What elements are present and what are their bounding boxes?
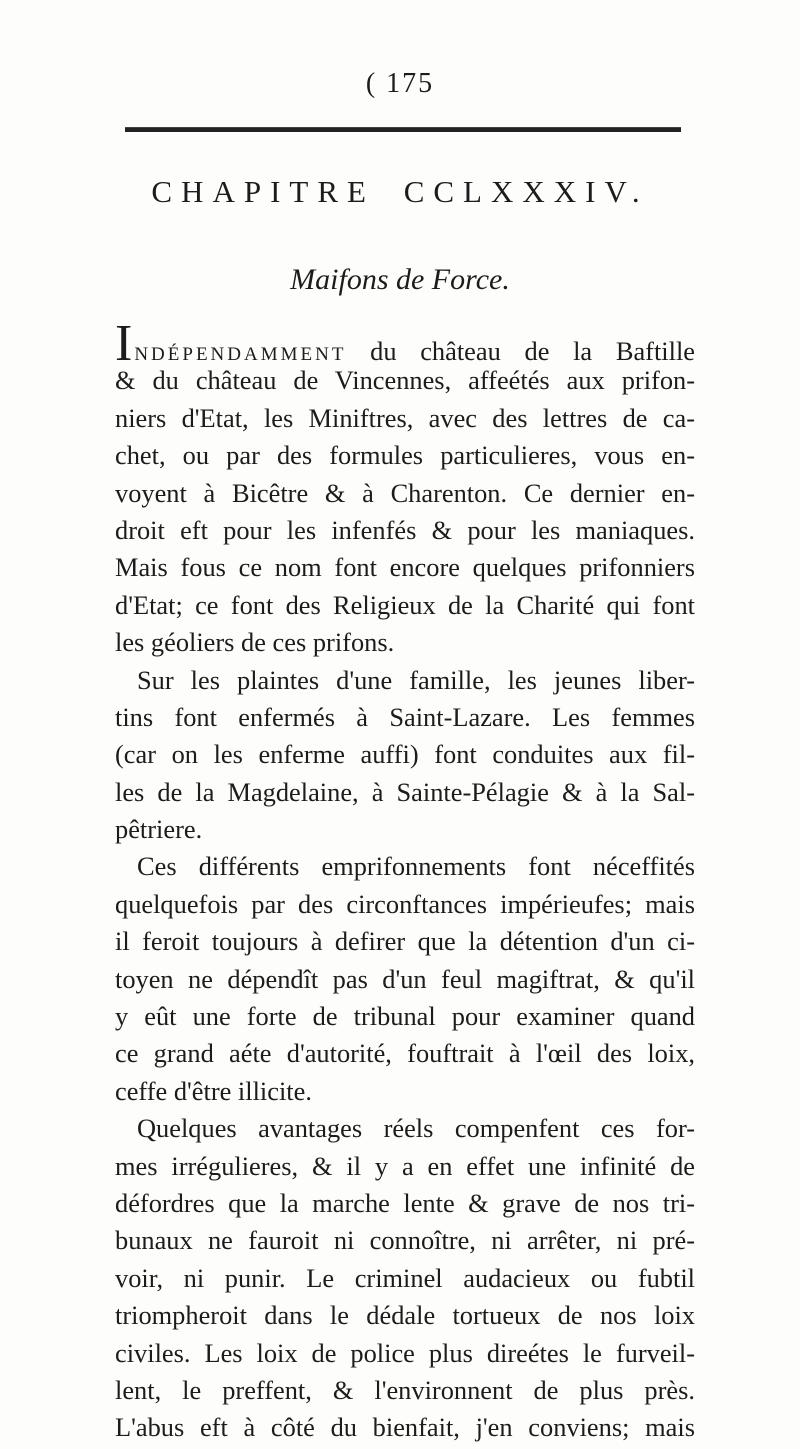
first-word: NDÉPENDAMMENT bbox=[134, 344, 347, 365]
text-line: droit eft pour les infenfés & pour les maniaques. bbox=[115, 514, 695, 545]
header-rule bbox=[125, 127, 681, 132]
text-line: mes irrégulieres, & il y a en effet une infinité de bbox=[115, 1150, 695, 1181]
text-line: tins font enfermés à Saint-Lazare. Les femmes bbox=[115, 701, 695, 732]
text-line: les de la Magdelaine, à Sainte-Pélagie & à la Sal- bbox=[115, 776, 695, 807]
text-line: (car on les enferme auffi) font conduites aux fil- bbox=[115, 739, 695, 770]
page-number: ( 175 bbox=[365, 68, 435, 99]
chapter-heading: CHAPITRE CCLXXXIV. bbox=[151, 174, 649, 209]
drop-cap: I bbox=[115, 315, 133, 372]
text-line: voyent à Bicêtre & à Charenton. Ce dernier en- bbox=[115, 477, 695, 508]
text-line: d'Etat; ce font des Religieux de la Charité qui font bbox=[115, 589, 695, 620]
text-line: les géoliers de ces prifons. bbox=[115, 627, 395, 658]
text-line: ce grand aéte d'autorité, fouftrait à l'œil des loix, bbox=[115, 1038, 695, 1069]
text-line: défordres que la marche lente & grave de nos tri- bbox=[115, 1187, 695, 1218]
text-line: niers d'Etat, les Miniftres, avec des lettres de ca- bbox=[115, 402, 695, 433]
text-line: Ces différents emprifonnements font néceffités bbox=[137, 851, 695, 882]
text-line: bunaux ne fauroit ni connoître, ni arrêter, ni pré- bbox=[115, 1225, 695, 1256]
text-line: triompheroit dans le dédale tortueux de nos loix bbox=[115, 1300, 695, 1331]
text-line: Sur les plaintes d'une famille, les jeunes liber- bbox=[137, 664, 695, 695]
text-line: L'abus eft à côté du bienfait, j'en conviens; mais bbox=[115, 1412, 695, 1443]
text-line: chet, ou par des formules particulieres, vous en- bbox=[115, 440, 695, 471]
body-text bbox=[115, 315, 695, 1447]
text-line: quelquefois par des circonftances impérieufes; mais bbox=[115, 888, 695, 919]
text-line: lent, le preffent, & l'environnent de plus près. bbox=[115, 1374, 695, 1405]
text-line: il feroit toujours à defirer que la détention d'un ci- bbox=[115, 926, 695, 957]
text-line: voir, ni punir. Le criminel audacieux ou fubtil bbox=[115, 1262, 695, 1293]
text-line: & du château de Vincennes, affeétés aux prifon- bbox=[115, 365, 695, 396]
chapter-subtitle: Maifons de Force. bbox=[290, 263, 510, 296]
text-line-fragment: du château de la Baftille bbox=[346, 336, 695, 366]
text-line: toyen ne dépendît pas d'un feul magiftrat, & qu'il bbox=[115, 963, 695, 994]
text-line: y eût une forte de tribunal pour examiner quand bbox=[115, 1001, 695, 1032]
text-line: Quelques avantages réels compenfent ces for- bbox=[137, 1113, 695, 1144]
text-line: Mais fous ce nom font encore quelques prifonniers bbox=[115, 552, 695, 583]
text-line: ceffe d'être illicite. bbox=[115, 1075, 312, 1106]
text-line-1 bbox=[115, 315, 695, 372]
text-line: pêtriere. bbox=[115, 814, 203, 845]
text-line: civiles. Les loix de police plus direétes le furveil- bbox=[115, 1337, 695, 1368]
